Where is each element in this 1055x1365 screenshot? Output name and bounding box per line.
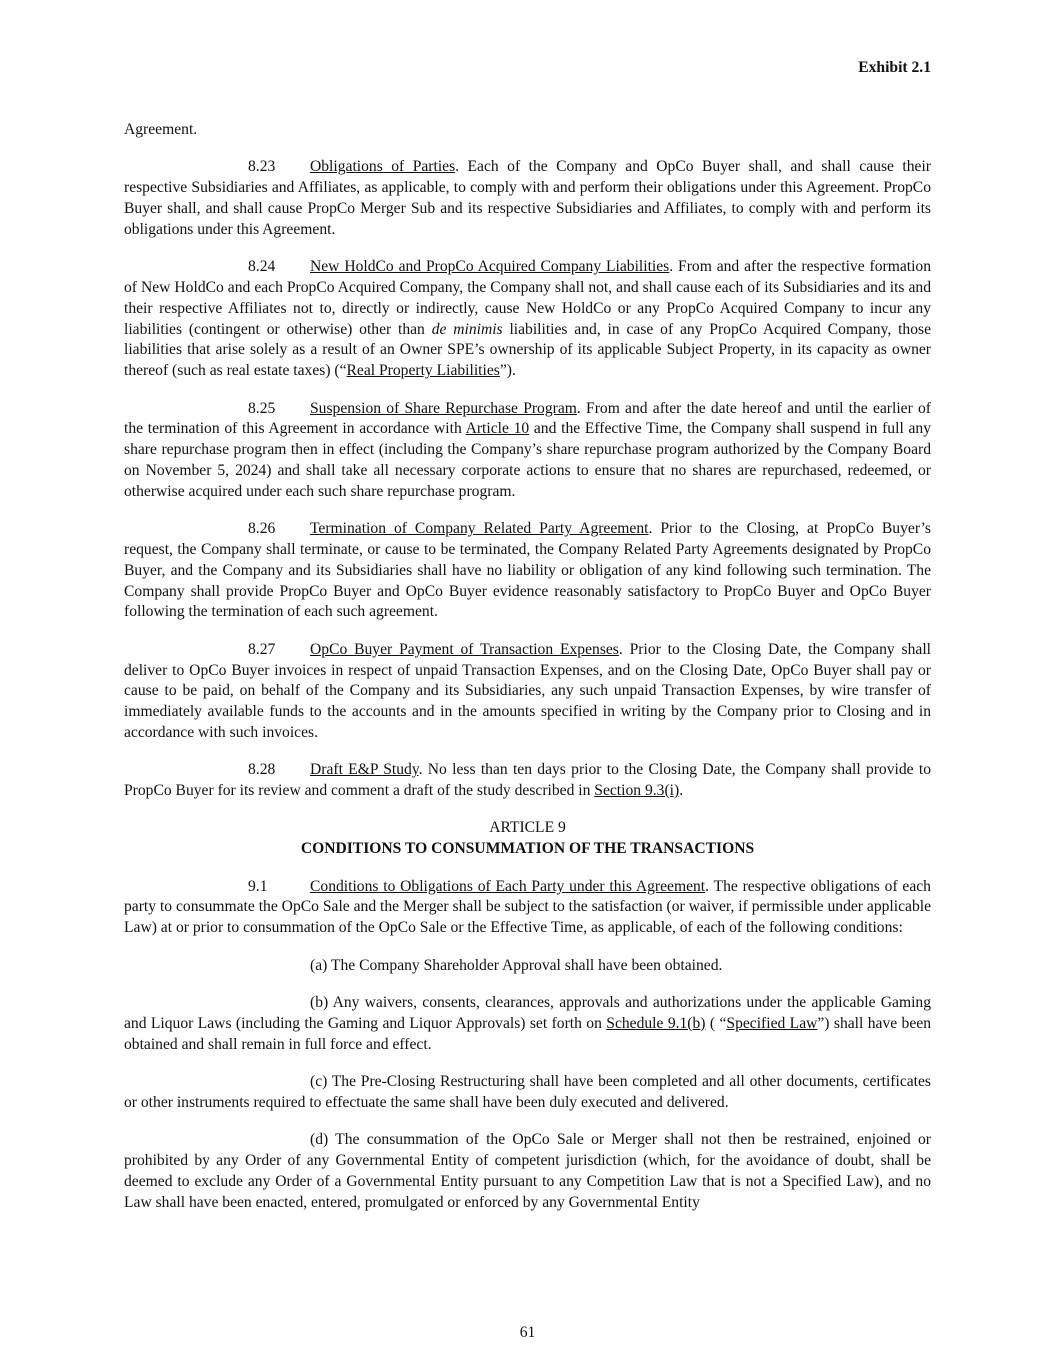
section-heading: Conditions to Obligations of Each Party under this Agreement bbox=[310, 877, 706, 895]
defined-term: Specified Law bbox=[726, 1014, 818, 1032]
section-8-25: 8.25 Suspension of Share Repurchase Program. From and after the date hereof and until the earlier of the termination of this Agreement in accordance with Article 10 and the Effective Time, the Company shall suspend in full any share repurchase program then in effect (including the Company’s share repurchase program authorized by the Company Board on November 5, 2024) and shall take all necessary corporate actions to ensure that no shares are repurchased, redeemed, or otherwise acquired under each such share repurchase program. bbox=[124, 399, 931, 500]
section-heading: Draft E&P Study bbox=[310, 761, 419, 779]
article-label: ARTICLE 9 bbox=[489, 819, 566, 837]
defined-term: Real Property Liabilities bbox=[346, 362, 500, 380]
document-body bbox=[124, 120, 931, 1213]
article-heading bbox=[124, 818, 931, 860]
condition-c: (c) The Pre-Closing Restructuring shall have been completed and all other documents, certificates or other instruments required to effectuate the same shall have been duly executed and delivered. bbox=[124, 1073, 931, 1111]
condition-b: (b) Any waivers, consents, clearances, approvals and authorizations under the applicable Gaming and Liquor Laws (including the Gaming and Liquor Approvals) set forth on Schedule 9.1(b) ( “Specified Law”) shall have been obtained and shall remain in full force and effect. bbox=[124, 994, 931, 1053]
cross-reference: Article 10 bbox=[465, 420, 530, 438]
condition-a: (a) The Company Shareholder Approval shall have been obtained. bbox=[310, 956, 723, 974]
section-heading: Obligations of Parties bbox=[310, 158, 456, 176]
continued-fragment: Agreement. bbox=[124, 121, 198, 138]
exhibit-label: Exhibit 2.1 bbox=[858, 59, 931, 76]
section-heading: Suspension of Share Repurchase Program bbox=[310, 399, 577, 417]
article-title: CONDITIONS TO CONSUMMATION OF THE TRANSACTIONS bbox=[300, 840, 755, 858]
condition-d: (d) The consummation of the OpCo Sale or Merger shall not then be restrained, enjoined or prohibited by any Order of any Governmental Entity of competent jurisdiction (which, for the avoidance of doubt, shall be deemed to exclude any Order of a Governmental Entity pursuant to any Competition Law that is not a Specified Law), and no Law shall have been enacted, entered, promulgated or enforced by any Governmental Entity bbox=[124, 1131, 931, 1211]
page-number: 61 bbox=[519, 1324, 536, 1341]
section-8-26: 8.26 Termination of Company Related Party Agreement. Prior to the Closing, at PropCo Buyer’s request, the Company shall terminate, or cause to be terminated, the Company Related Party Agreements designated by PropCo Buyer, and the Company and its Subsidiaries shall have no liability or obligation of any kind following such termination. The Company shall provide PropCo Buyer and OpCo Buyer evidence reasonably satisfactory to PropCo Buyer and OpCo Buyer following the termination of each such agreement. bbox=[124, 520, 931, 621]
section-9-1: 9.1 Conditions to Obligations of Each Party under this Agreement. The respective obligations of each party to consummate the OpCo Sale and the Merger shall be subject to the satisfaction (or waiver, if permissible under applicable Law) at or prior to consummation of the OpCo Sale or the Effective Time, as applicable, of each of the following conditions: bbox=[124, 877, 931, 937]
section-heading: New HoldCo and PropCo Acquired Company Liabilities bbox=[310, 258, 670, 276]
section-8-23: 8.23 Obligations of Parties. Each of the Company and OpCo Buyer shall, and shall cause their respective Subsidiaries and Affiliates, as applicable, to comply with and perform their obligations under this Agreement. PropCo Buyer shall, and shall cause PropCo Merger Sub and its respective Subsidiaries and Affiliates, to comply with and perform its obligations under this Agreement. bbox=[124, 158, 931, 238]
section-8-27: 8.27 OpCo Buyer Payment of Transaction Expenses. Prior to the Closing Date, the Company shall deliver to OpCo Buyer invoices in respect of unpaid Transaction Expenses, and on the Closing Date, OpCo Buyer shall pay or cause to be paid, on behalf of the Company and its Subsidiaries, any such unpaid Transaction Expenses, by wire transfer of immediately available funds to the accounts and in the amounts specified in writing by the Company prior to Closing and in accordance with such invoices. bbox=[124, 640, 931, 741]
section-8-24: 8.24 New HoldCo and PropCo Acquired Company Liabilities. From and after the respective formation of New HoldCo and each PropCo Acquired Company, the Company shall not, and shall cause each of its Subsidiaries and its and their respective Affiliates not to, directly or indirectly, cause New HoldCo or any PropCo Acquired Company to incur any liabilities (contingent or otherwise) other than de minimis liabilities and, in case of any PropCo Acquired Company, those liabilities that arise solely as a result of an Owner SPE’s ownership of its applicable Subject Property, in its capacity as owner thereof (such as real estate taxes) (“Real Property Liabilities”). bbox=[124, 258, 932, 380]
cross-reference: Section 9.3(i) bbox=[594, 782, 680, 800]
section-heading: OpCo Buyer Payment of Transaction Expenses bbox=[310, 640, 619, 658]
section-heading: Termination of Company Related Party Agreement bbox=[310, 520, 649, 538]
section-8-28: 8.28 Draft E&P Study. No less than ten days prior to the Closing Date, the Company shall provide to PropCo Buyer for its review and comment a draft of the study described in Section 9.3(i). bbox=[124, 761, 931, 800]
cross-reference: Schedule 9.1(b) bbox=[606, 1014, 706, 1032]
